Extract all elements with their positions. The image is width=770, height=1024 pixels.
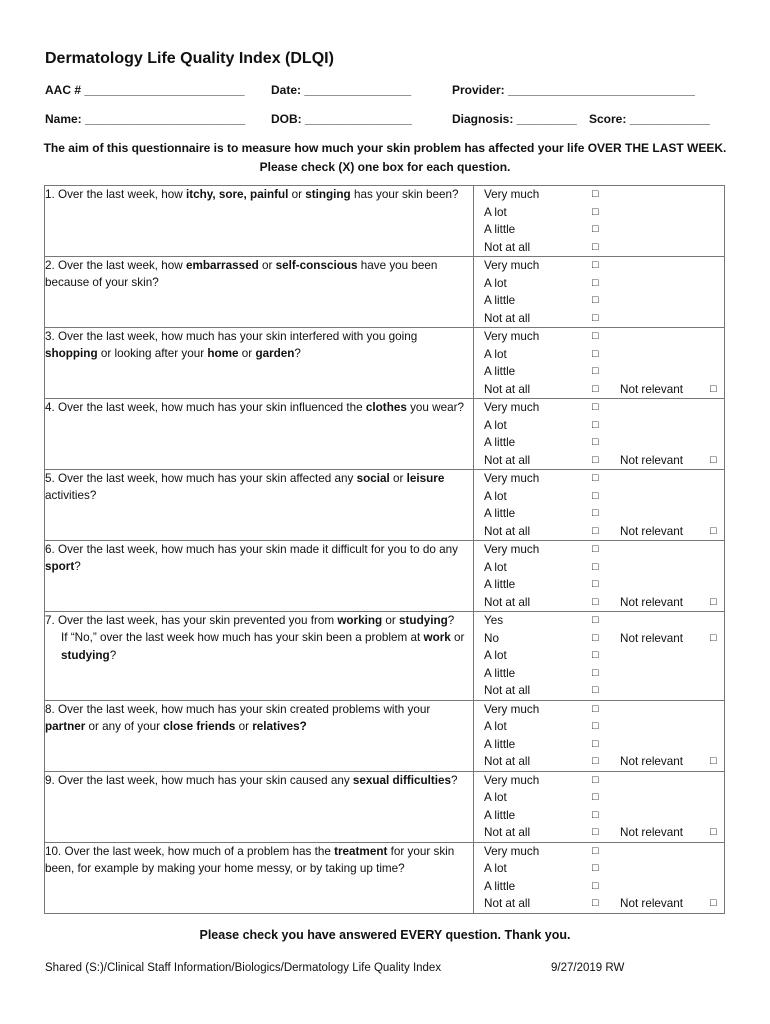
question-keyword: shopping <box>45 347 98 361</box>
answer-option <box>474 488 724 506</box>
answer-options <box>474 612 725 701</box>
answer-label: A lot <box>484 560 507 574</box>
answer-checkbox[interactable]: □ <box>592 879 599 892</box>
question-text-part: 8. Over the last week, how much has your skin created problems with your <box>45 702 431 716</box>
answer-label: A little <box>484 436 516 449</box>
footer-thanks: Please check you have answered EVERY question. Thank you. <box>199 928 571 942</box>
not-relevant-checkbox[interactable]: □ <box>710 382 717 395</box>
question-text-part: or looking after your <box>97 347 208 361</box>
question-row <box>45 399 725 470</box>
question-text-part: ? <box>74 560 81 574</box>
answer-option <box>474 772 724 790</box>
question-text-part: 1. Over the last week, how <box>45 188 186 201</box>
answer-option <box>474 647 724 665</box>
question-text <box>45 842 474 913</box>
answer-checkbox[interactable]: □ <box>592 791 599 803</box>
answer-option <box>474 878 724 896</box>
dob-field[interactable]: DOB: ________________ <box>271 112 412 126</box>
answer-option <box>474 346 724 364</box>
question-text-part: activities? <box>45 489 97 503</box>
answer-option <box>474 612 724 630</box>
question-text <box>45 612 474 701</box>
question-text-part: or <box>238 347 256 361</box>
answer-checkbox[interactable]: □ <box>592 862 599 874</box>
answer-checkbox[interactable]: □ <box>592 631 599 644</box>
not-relevant-checkbox[interactable]: □ <box>710 453 717 466</box>
not-relevant-checkbox[interactable]: □ <box>710 755 717 767</box>
answer-label: Not at all <box>484 524 531 538</box>
question-keyword: clothes <box>365 401 407 414</box>
answer-option <box>474 186 724 204</box>
answer-checkbox[interactable]: □ <box>592 365 599 377</box>
question-row <box>45 541 725 612</box>
question-keyword: working <box>337 614 383 627</box>
answer-label: A little <box>484 879 516 893</box>
question-text-part: 10. Over the last week, how much of a problem has the <box>45 844 335 858</box>
answer-label: A little <box>484 666 516 680</box>
answer-checkbox[interactable]: □ <box>592 560 599 573</box>
question-keyword: stinging <box>305 188 351 201</box>
question-keyword: garden <box>255 347 295 361</box>
footer-path: Shared (S:)/Clinical Staff Information/Biologics/Dermatology Life Quality Index <box>45 962 442 974</box>
answer-label: A little <box>484 808 516 822</box>
question-text-part: 2. Over the last week, how <box>45 259 186 272</box>
answer-checkbox[interactable]: □ <box>592 489 599 502</box>
answer-checkbox[interactable]: □ <box>592 844 599 857</box>
answer-option <box>474 682 724 700</box>
answer-option <box>474 736 724 754</box>
answer-option <box>474 257 724 275</box>
answer-checkbox[interactable]: □ <box>592 755 599 767</box>
answer-label: Very much <box>484 259 540 272</box>
answer-options <box>474 257 725 328</box>
question-text-part: ? <box>294 347 301 361</box>
answer-options <box>474 470 725 541</box>
not-relevant-label: Not relevant <box>620 631 684 645</box>
question-keyword: sport <box>45 560 75 574</box>
question-text <box>45 186 474 257</box>
question-keyword: self-conscious <box>275 259 358 272</box>
answer-label: A lot <box>484 276 507 290</box>
answer-option <box>474 630 724 648</box>
answer-options <box>474 700 725 771</box>
question-text <box>45 541 474 612</box>
answer-checkbox[interactable]: □ <box>592 524 599 537</box>
answer-label: Very much <box>484 702 540 716</box>
answer-checkbox[interactable]: □ <box>592 418 599 431</box>
question-keyword: close friends <box>163 719 236 733</box>
answer-label: Not at all <box>484 240 531 254</box>
answer-checkbox[interactable]: □ <box>592 649 599 661</box>
not-relevant-checkbox[interactable]: □ <box>710 631 717 644</box>
answer-label: Not at all <box>484 382 531 396</box>
question-text-part: If “No,” over the last week how much has your skin been a problem at <box>61 631 424 645</box>
intro-line-1: The aim of this questionnaire is to measure how much your skin problem has affected your life OVER THE LAST WEEK. <box>43 141 727 155</box>
question-text-part: 7. Over the last week, has your skin prevented you from <box>45 614 338 627</box>
answer-checkbox[interactable]: □ <box>592 294 599 306</box>
answer-option <box>474 417 724 435</box>
answer-checkbox[interactable]: □ <box>592 737 599 750</box>
answer-label: A little <box>484 507 516 520</box>
answer-option <box>474 204 724 222</box>
answer-label: Very much <box>484 401 540 414</box>
question-text-part: or any of your <box>85 719 164 733</box>
question-text-part: 9. Over the last week, how much has your skin caused any <box>45 773 353 787</box>
answer-checkbox[interactable]: □ <box>592 347 599 360</box>
question-row <box>45 470 725 541</box>
not-relevant-checkbox[interactable]: □ <box>710 524 717 537</box>
answer-option <box>474 328 724 346</box>
answer-options <box>474 842 725 913</box>
answer-options <box>474 328 725 399</box>
answer-label: Very much <box>484 844 540 858</box>
answer-option <box>474 824 724 842</box>
answer-label: Not at all <box>484 826 531 839</box>
answer-option <box>474 505 724 523</box>
answer-label: Not at all <box>484 755 531 768</box>
question-row <box>45 186 725 257</box>
answer-options <box>474 399 725 470</box>
answer-option <box>474 895 724 913</box>
answer-option <box>474 363 724 381</box>
question-text-part: or <box>288 188 306 201</box>
question-row <box>45 771 725 842</box>
answer-checkbox[interactable]: □ <box>592 666 599 679</box>
not-relevant-label: Not relevant <box>620 524 684 538</box>
answer-option <box>474 559 724 577</box>
score-field[interactable]: Score: ____________ <box>589 112 710 126</box>
answer-option <box>474 523 724 541</box>
question-row <box>45 257 725 328</box>
question-text-part: 3. Over the last week, how much has your skin interfered with you going <box>45 330 418 343</box>
answer-checkbox[interactable]: □ <box>592 684 599 696</box>
answer-checkbox[interactable]: □ <box>592 453 599 466</box>
answer-label: Not at all <box>484 453 531 467</box>
diagnosis-field[interactable]: Diagnosis: _________ <box>452 112 577 126</box>
answer-option <box>474 701 724 719</box>
not-relevant-label: Not relevant <box>620 595 684 609</box>
answer-checkbox[interactable]: □ <box>592 259 599 271</box>
aac-field[interactable]: AAC # ________________________ <box>45 83 245 97</box>
not-relevant-label: Not relevant <box>620 453 684 467</box>
answer-label: Yes <box>484 614 504 627</box>
answer-label: A lot <box>484 205 507 219</box>
form-title: Dermatology Life Quality Index (DLQI) <box>45 50 334 67</box>
question-text-part: ? <box>447 614 455 627</box>
answer-option <box>474 576 724 594</box>
answer-label: Very much <box>484 773 540 787</box>
not-relevant-checkbox[interactable]: □ <box>710 826 717 838</box>
answer-label: A little <box>484 578 516 591</box>
answer-checkbox[interactable]: □ <box>592 223 599 235</box>
answer-checkbox[interactable]: □ <box>592 507 599 519</box>
question-text-part: ? <box>109 648 117 662</box>
answer-option <box>474 239 724 257</box>
question-text-part: you wear? <box>406 401 465 414</box>
answer-option <box>474 275 724 293</box>
question-keyword: sexual difficulties <box>352 773 451 787</box>
answer-option <box>474 718 724 736</box>
answer-checkbox[interactable]: □ <box>592 773 599 786</box>
answer-label: Not at all <box>484 897 531 910</box>
question-text <box>45 399 474 470</box>
answer-checkbox[interactable]: □ <box>592 472 599 484</box>
question-row <box>45 700 725 771</box>
answer-label: Very much <box>484 330 540 343</box>
question-text-part: has your skin been? <box>350 188 459 201</box>
answer-checkbox[interactable]: □ <box>592 595 599 608</box>
answer-label: A lot <box>484 791 507 804</box>
question-text-part: or <box>258 259 276 272</box>
question-text-part: have you been because of your skin? <box>45 259 438 290</box>
answer-label: A little <box>484 737 516 751</box>
answer-checkbox[interactable]: □ <box>592 897 599 909</box>
question-row <box>45 328 725 399</box>
answer-checkbox[interactable]: □ <box>592 614 599 626</box>
answer-option <box>474 434 724 452</box>
question-text-part: 6. Over the last week, how much has your skin made it difficult for you to do any <box>45 543 458 556</box>
not-relevant-checkbox[interactable]: □ <box>710 897 717 909</box>
answer-label: No <box>484 631 499 645</box>
answer-label: A lot <box>484 347 507 361</box>
footer-date: 9/27/2019 RW <box>551 962 625 974</box>
provider-field[interactable]: Provider: ____________________________ <box>452 83 695 97</box>
answer-options <box>474 186 725 257</box>
answer-option <box>474 789 724 807</box>
answer-label: Very much <box>484 543 540 556</box>
answer-checkbox[interactable]: □ <box>592 401 599 413</box>
question-text <box>45 470 474 541</box>
answer-checkbox[interactable]: □ <box>592 330 599 342</box>
answer-checkbox[interactable]: □ <box>592 240 599 253</box>
name-field[interactable]: Name: ________________________ <box>45 112 246 126</box>
answer-label: Not at all <box>484 595 531 609</box>
answer-checkbox[interactable]: □ <box>592 578 599 590</box>
answer-option <box>474 665 724 683</box>
answer-checkbox[interactable]: □ <box>592 720 599 732</box>
question-text <box>45 328 474 399</box>
answer-options <box>474 541 725 612</box>
answer-option <box>474 381 724 399</box>
intro-line-2: Please check (X) one box for each question. <box>259 160 511 174</box>
question-row <box>45 842 725 913</box>
question-keyword: home <box>207 347 239 361</box>
question-keyword: studying <box>399 614 448 627</box>
not-relevant-label: Not relevant <box>620 382 684 396</box>
question-text-part: for your skin been, for example by making your home messy, or by taking up time? <box>45 844 455 875</box>
question-keyword: embarrassed <box>185 259 259 272</box>
answer-checkbox[interactable]: □ <box>592 436 599 448</box>
question-row <box>45 612 725 701</box>
answer-option <box>474 452 724 470</box>
answer-checkbox[interactable]: □ <box>592 311 599 324</box>
not-relevant-checkbox[interactable]: □ <box>710 595 717 608</box>
question-text <box>45 771 474 842</box>
answer-checkbox[interactable]: □ <box>592 702 599 715</box>
answer-options <box>474 771 725 842</box>
answer-label: Very much <box>484 188 540 201</box>
not-relevant-label: Not relevant <box>620 826 684 839</box>
answer-option <box>474 860 724 878</box>
answer-option <box>474 470 724 488</box>
answer-checkbox[interactable]: □ <box>592 826 599 838</box>
answer-option <box>474 221 724 239</box>
question-keyword: work <box>423 631 451 645</box>
answer-label: A lot <box>484 418 507 432</box>
answer-option <box>474 753 724 771</box>
answer-option <box>474 399 724 417</box>
not-relevant-label: Not relevant <box>620 897 684 910</box>
question-text-part: 5. Over the last week, how much has your skin affected any <box>45 472 357 485</box>
question-keyword: relatives? <box>252 719 307 733</box>
answer-label: A lot <box>484 489 507 503</box>
question-text <box>45 700 474 771</box>
question-text-part: or <box>389 472 407 485</box>
answer-label: A little <box>484 365 516 378</box>
answer-checkbox[interactable]: □ <box>592 205 599 218</box>
not-relevant-label: Not relevant <box>620 755 684 768</box>
answer-label: A lot <box>484 720 507 733</box>
question-text-part: ? <box>451 773 458 787</box>
date-field[interactable]: Date: ________________ <box>271 83 412 97</box>
question-text-part: 4. Over the last week, how much has your skin influenced the <box>45 401 366 414</box>
answer-label: Not at all <box>484 684 531 697</box>
answer-checkbox[interactable]: □ <box>592 188 599 200</box>
question-text-part: or <box>235 719 253 733</box>
answer-option <box>474 310 724 328</box>
question-keyword: studying <box>61 648 110 662</box>
answer-checkbox[interactable]: □ <box>592 808 599 821</box>
question-text <box>45 257 474 328</box>
answer-label: A little <box>484 223 516 236</box>
questionnaire-table <box>44 185 725 914</box>
question-keyword: leisure <box>406 472 445 485</box>
answer-checkbox[interactable]: □ <box>592 276 599 289</box>
question-keyword: partner <box>45 719 86 733</box>
question-keyword: social <box>356 472 390 485</box>
answer-checkbox[interactable]: □ <box>592 382 599 395</box>
question-text-part: or <box>450 631 465 645</box>
question-text-part: or <box>382 614 400 627</box>
answer-option <box>474 292 724 310</box>
answer-label: A little <box>484 294 516 307</box>
answer-label: A lot <box>484 649 507 662</box>
question-keyword: itchy, sore, painful <box>185 188 289 201</box>
answer-label: Not at all <box>484 311 531 325</box>
answer-option <box>474 807 724 825</box>
answer-option <box>474 594 724 612</box>
answer-checkbox[interactable]: □ <box>592 543 599 555</box>
answer-label: A lot <box>484 862 507 875</box>
question-keyword: treatment <box>334 844 388 858</box>
answer-label: Very much <box>484 472 540 485</box>
answer-option <box>474 541 724 559</box>
answer-option <box>474 843 724 861</box>
